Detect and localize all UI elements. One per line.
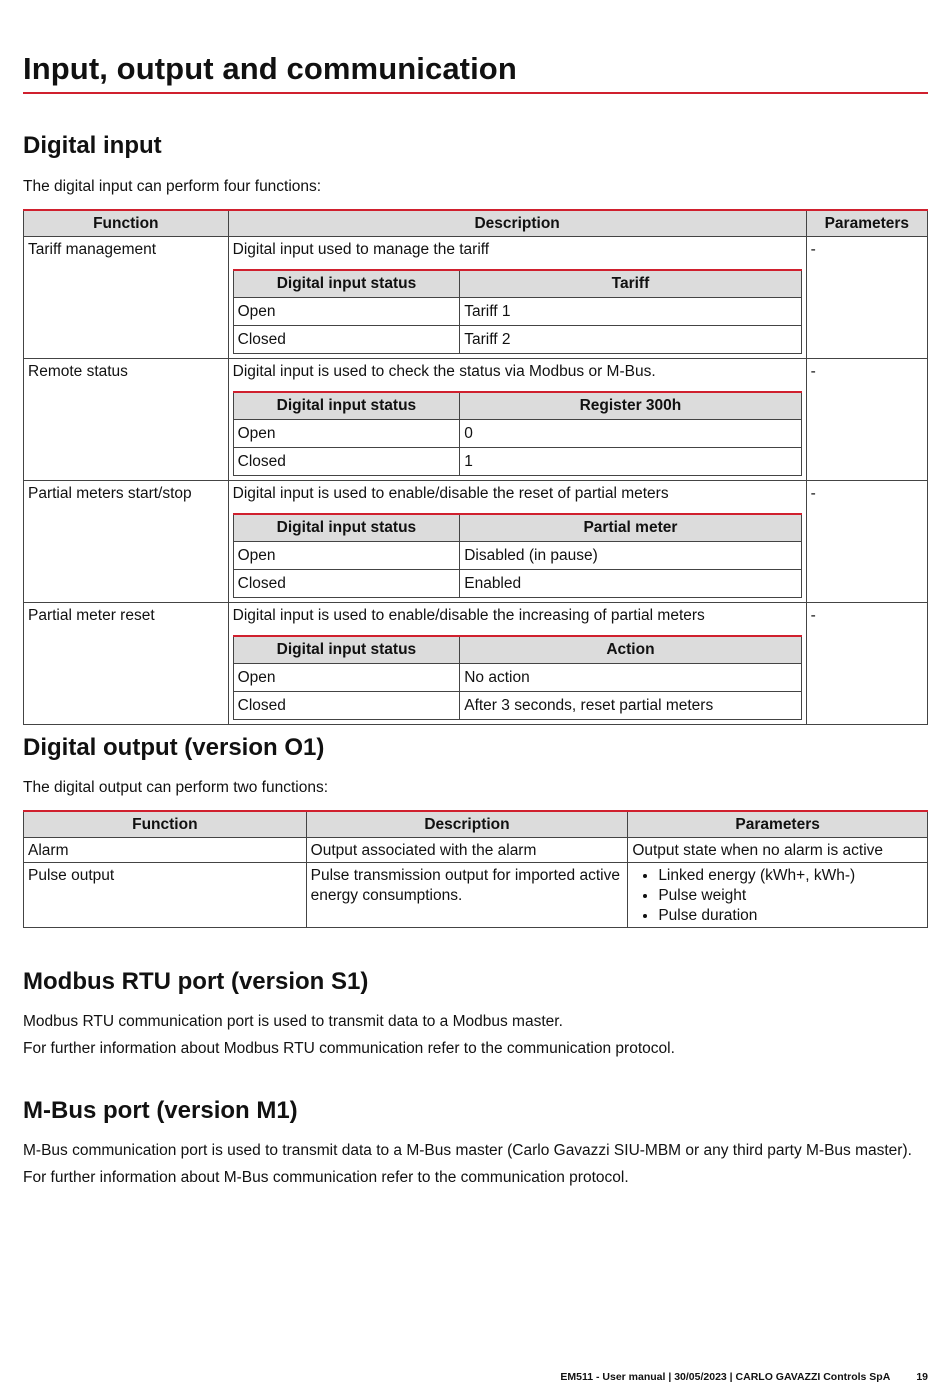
sub-cell: Tariff 2	[460, 326, 801, 354]
list-item: • Pulse weight	[658, 886, 923, 906]
sub-cell: After 3 seconds, reset partial meters	[460, 692, 801, 720]
description-text: Digital input is used to check the status via Modbus or M-Bus.	[232, 363, 656, 380]
function-cell: Partial meter reset	[24, 603, 229, 725]
parameters-list	[632, 866, 923, 926]
footer-text: EM511 - User manual | 30/05/2023 | CARLO GAVAZZI Controls SpA	[560, 1371, 891, 1383]
sub-header: Digital input status	[233, 514, 460, 542]
sub-cell: Closed	[233, 448, 460, 476]
sub-cell: 0	[460, 420, 801, 448]
sub-cell: Tariff 1	[460, 298, 801, 326]
parameters-cell: -	[806, 603, 927, 725]
sub-row	[233, 570, 801, 598]
list-item: • Pulse duration	[658, 906, 923, 926]
digital-input-heading: Digital input	[23, 132, 162, 159]
function-cell: Remote status	[24, 359, 229, 481]
description-text: Digital input is used to enable/disable the increasing of partial meters	[232, 607, 705, 624]
sub-cell: 1	[460, 448, 801, 476]
header-description: Description	[228, 210, 806, 237]
sub-row	[233, 542, 801, 570]
description-cell	[228, 481, 806, 603]
function-cell: Partial meters start/stop	[24, 481, 229, 603]
function-cell: Tariff management	[24, 237, 229, 359]
sub-cell: Closed	[233, 326, 460, 354]
sub-header: Partial meter	[460, 514, 801, 542]
mbus-line-1: M-Bus communication port is used to transmit data to a M-Bus master (Carlo Gavazzi SIU-MBM or any third party M-Bus master).	[23, 1142, 912, 1159]
parameters-cell	[628, 863, 928, 928]
sub-row	[233, 420, 801, 448]
sub-header: Digital input status	[233, 636, 460, 664]
sub-header: Action	[460, 636, 801, 664]
page-number: 19	[916, 1371, 928, 1383]
modbus-heading: Modbus RTU port (version S1)	[23, 968, 369, 995]
description-cell	[228, 359, 806, 481]
sub-cell: Open	[233, 664, 460, 692]
sub-row	[233, 298, 801, 326]
description-text: Digital input is used to enable/disable the reset of partial meters	[232, 485, 669, 502]
page-title: Input, output and communication	[23, 52, 928, 94]
table-row	[24, 481, 928, 603]
status-table	[233, 269, 802, 354]
description-cell	[228, 603, 806, 725]
description-cell: Output associated with the alarm	[306, 838, 628, 863]
parameters-cell: -	[806, 237, 927, 359]
table-row	[24, 237, 928, 359]
sub-row	[233, 448, 801, 476]
header-description: Description	[306, 811, 628, 838]
status-table	[233, 391, 802, 476]
sub-row	[233, 326, 801, 354]
sub-cell: Open	[233, 542, 460, 570]
modbus-line-1: Modbus RTU communication port is used to transmit data to a Modbus master.	[23, 1013, 563, 1030]
sub-header: Tariff	[460, 270, 801, 298]
parameters-cell: Output state when no alarm is active	[628, 838, 928, 863]
sub-cell: No action	[460, 664, 801, 692]
sub-cell: Enabled	[460, 570, 801, 598]
header-parameters: Parameters	[628, 811, 928, 838]
table-row	[24, 863, 928, 928]
mbus-line-2: For further information about M-Bus communication refer to the communication protocol.	[23, 1169, 629, 1186]
sub-row	[233, 664, 801, 692]
parameters-cell: -	[806, 481, 927, 603]
mbus-heading: M-Bus port (version M1)	[23, 1097, 298, 1124]
sub-header: Digital input status	[233, 392, 460, 420]
digital-output-heading: Digital output (version O1)	[23, 734, 325, 761]
sub-header: Digital input status	[233, 270, 460, 298]
table-row	[24, 603, 928, 725]
sub-cell: Disabled (in pause)	[460, 542, 801, 570]
status-table	[233, 635, 802, 720]
parameters-cell: -	[806, 359, 927, 481]
modbus-line-2: For further information about Modbus RTU communication refer to the communication protocol.	[23, 1040, 675, 1057]
description-text: Digital input used to manage the tariff	[232, 241, 490, 258]
table-header-row	[24, 210, 928, 237]
sub-cell: Open	[233, 420, 460, 448]
header-function: Function	[24, 811, 307, 838]
sub-row	[233, 692, 801, 720]
header-parameters: Parameters	[806, 210, 927, 237]
table-header-row	[24, 811, 928, 838]
description-cell	[228, 237, 806, 359]
description-cell: Pulse transmission output for imported active energy consumptions.	[306, 863, 628, 928]
sub-cell: Closed	[233, 570, 460, 598]
function-cell: Pulse output	[24, 863, 307, 928]
sub-cell: Open	[233, 298, 460, 326]
table-row	[24, 838, 928, 863]
sub-header: Register 300h	[460, 392, 801, 420]
digital-output-table	[23, 810, 928, 928]
sub-cell: Closed	[233, 692, 460, 720]
status-table	[233, 513, 802, 598]
header-function: Function	[24, 210, 229, 237]
page-footer	[560, 1371, 928, 1383]
list-item: • Linked energy (kWh+, kWh-)	[658, 866, 923, 886]
digital-input-table	[23, 209, 928, 725]
digital-input-intro: The digital input can perform four functions:	[23, 178, 322, 195]
function-cell: Alarm	[24, 838, 307, 863]
table-row	[24, 359, 928, 481]
digital-output-intro: The digital output can perform two functions:	[23, 779, 328, 796]
